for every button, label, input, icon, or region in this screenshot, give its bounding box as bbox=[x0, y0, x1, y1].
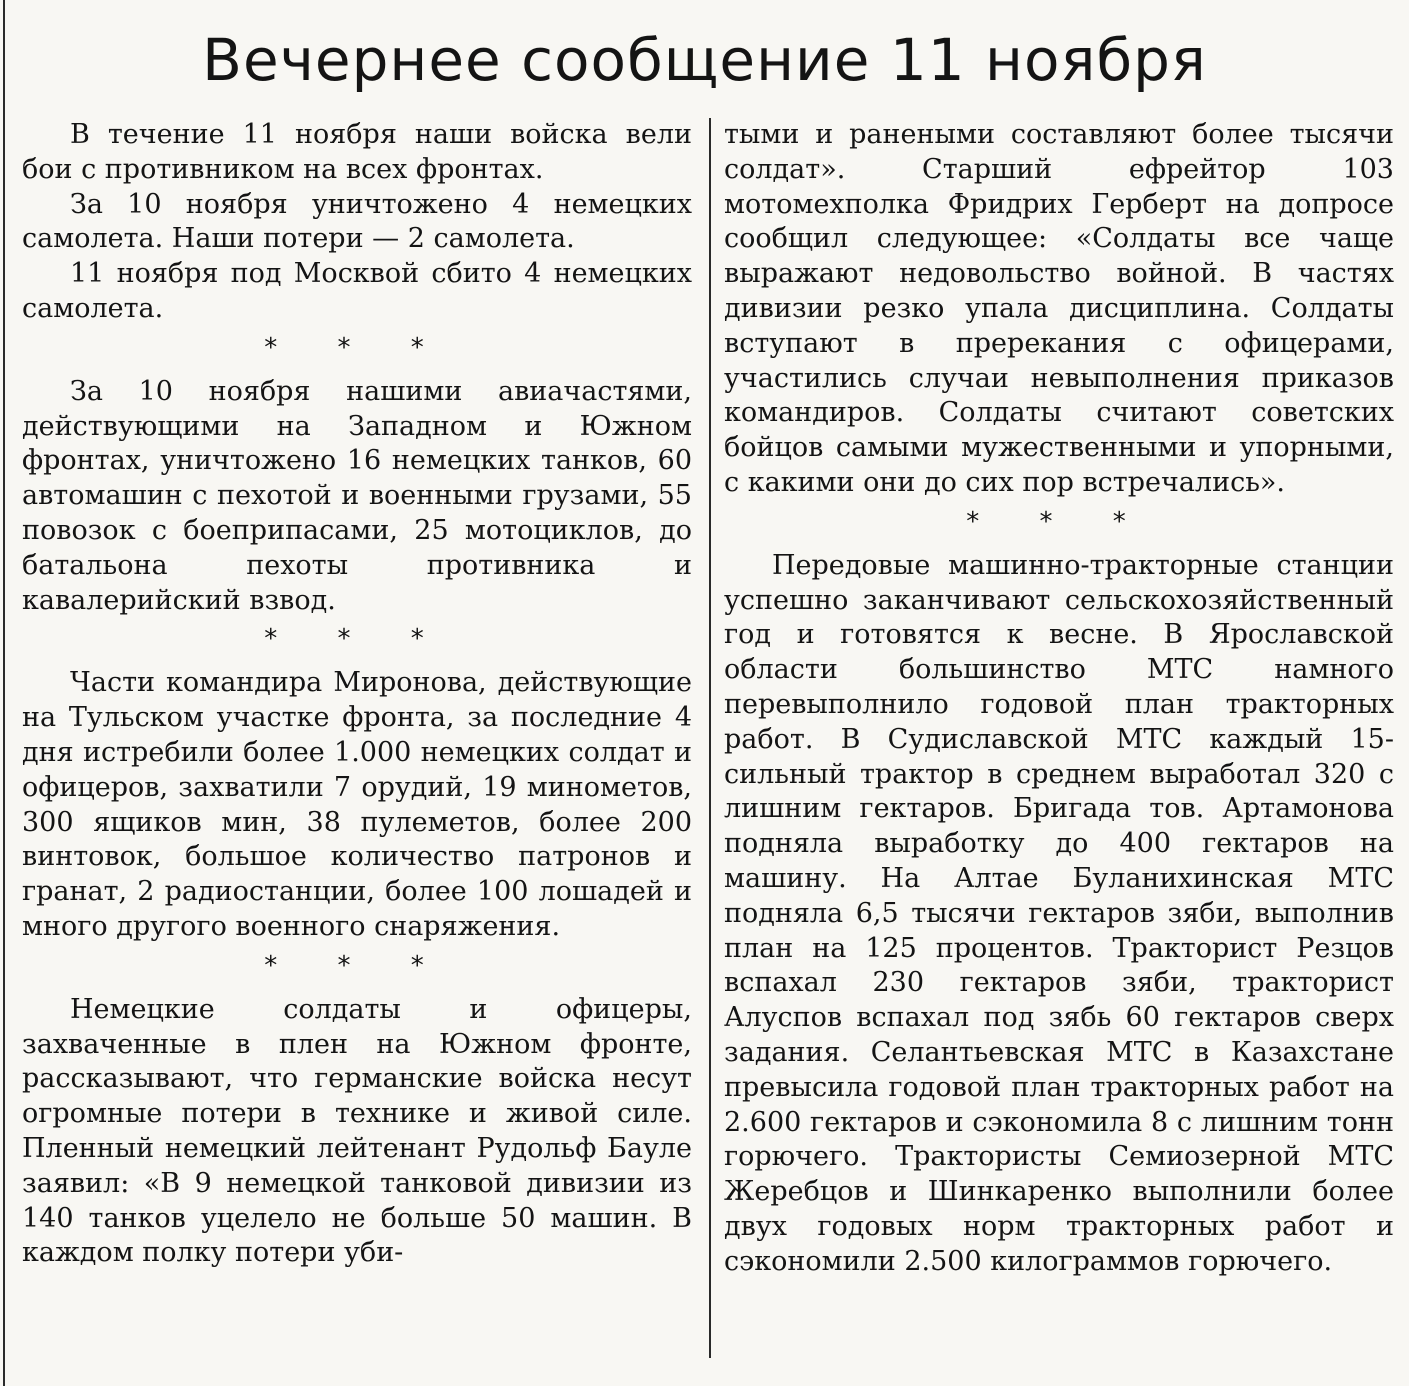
paragraph-mironov-units: Части командира Миронова, действующие на Тульском участке фронта, за последние 4 дня истребили более 1.000 немецких солдат и офицеров, захватили 7 орудий, 19 минометов, 300 ящиков мин, 38 пулеметов, более 200 винтовок, большое количество патронов и гранат, 2 радиостанции, более 100 лошадей и много другого военного снаряжения. bbox=[22, 667, 692, 942]
column-divider bbox=[709, 118, 711, 1358]
paragraph-planes-destroyed: За 10 ноября уничтожено 4 немецких самолета. Наши потери — 2 самолета. bbox=[22, 188, 692, 255]
paragraph-prisoners: Немецкие солдаты и офицеры, захваченные в плен на Южном фронте, рассказывают, что германские войска несут огромные потери в технике и живой силе. Пленный немецкий лейтенант Рудольф Бауле заявил: «В 9 немецкой танковой дивизии из 140 танков уцелело не больше 50 машин. В каждом полку потери уби- bbox=[22, 993, 692, 1269]
paragraph-prisoners-continued: тыми и ранеными составляют более тысячи солдат». Старший ефрейтор 103 мотомехполка Фридрих Герберт на допросе сообщил следующее: «Солдаты все чаще выражают недовольство войной. В частях дивизии резко упала дисциплина. Солдаты вступают в пререкания с офицерами, участились случаи невыполнения приказов командиров. Солдаты считают советских бойцов самыми мужественными и упорными, с какими они до сих пор встречались». bbox=[724, 119, 1394, 498]
section-separator: * * * bbox=[264, 332, 450, 363]
left-edge-rule bbox=[3, 0, 5, 1386]
right-column bbox=[724, 118, 1394, 1280]
paragraph-air-units: За 10 ноября нашими авиачастями, действующими на Западном и Южном фронтах, уничтожено 16 немецких танков, 60 автомашин с пехотой и военными грузами, 55 повозок с боеприпасами, 25 мотоциклов, до батальона пехоты противника и кавалерийский взвод. bbox=[22, 375, 692, 616]
left-column bbox=[22, 118, 692, 1271]
section-separator: * * * bbox=[264, 624, 450, 655]
paragraph-fronts: В течение 11 ноября наши войска вели бои с противником на всех фронтах. bbox=[22, 119, 692, 185]
section-separator: * * * bbox=[966, 506, 1152, 537]
paragraph-mts-stations: Передовые машинно-тракторные станции успешно заканчивают сельскохозяйственный год и готовятся к весне. В Ярославской области большинство МТС намного перевыполнило годовой план тракторных работ. В Судиславской МТС каждый 15-сильный трактор в среднем выработал 320 с лишним гектаров. Бригада тов. Артамонова подняла выработку до 400 гектаров на машину. На Алтае Буланихинская МТС подняла 6,5 тысячи гектаров зяби, выполнив план на 125 процентов. Тракторист Резцов вспахал 230 гектаров зяби, тракторист Алуспов вспахал под зябь 60 гектаров сверх задания. Селантьевская МТС в Казахстане превысила годовой план тракторных работ на 2.600 гектаров и сэкономила 8 с лишним тонн горючего. Трактористы Семиозерной МТС Жеребцов и Шинкаренко выполнили более двух годовых норм тракторных работ и сэкономили 2.500 килограммов горючего. bbox=[724, 549, 1394, 1277]
headline: Вечернее сообщение 11 ноября bbox=[202, 26, 1207, 94]
section-separator: * * * bbox=[264, 950, 450, 981]
paragraph-moscow-planes: 11 ноября под Москвой сбито 4 немецких самолета. bbox=[22, 258, 692, 324]
